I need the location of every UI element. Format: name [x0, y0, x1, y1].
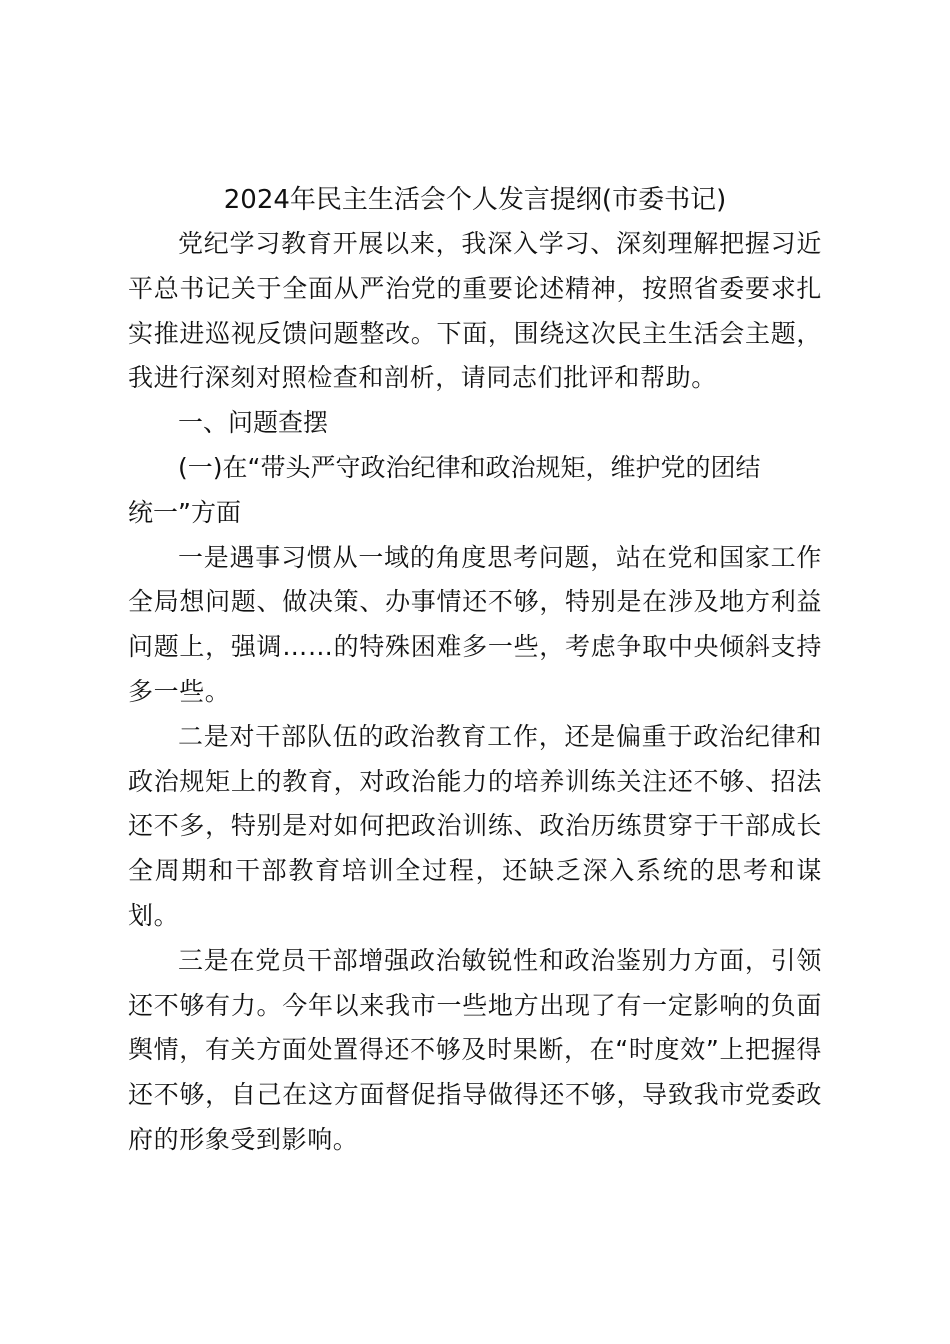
point-two-paragraph: 二是对干部队伍的政治教育工作，还是偏重于政治纪律和政治规矩上的教育，对政治能力的培养训练关注还不够、招法还不多，特别是对如何把政治训练、政治历练贯穿于干部成长全周期和干部教育培训全过程，还缺乏深入系统的思考和谋划。 [128, 721, 822, 930]
document-title: 2024年民主生活会个人发言提纲(市委书记) [223, 185, 727, 215]
section-heading: 一、问题查摆 [178, 408, 329, 438]
intro-paragraph: 党纪学习教育开展以来，我深入学习、深刻理解把握习近平总书记关于全面从严治党的重要论述精神，按照省委要求扎实推进巡视反馈问题整改。下面，围绕这次民主生活会主题，我进行深刻对照检查和剖析，请同志们批评和帮助。 [128, 229, 822, 393]
document-body [128, 178, 822, 1163]
point-one-paragraph: 一是遇事习惯从一域的角度思考问题，站在党和国家工作全局想问题、做决策、办事情还不够，特别是在涉及地方利益问题上，强调……的特殊困难多一些，考虑争取中央倾斜支持多一些。 [128, 542, 822, 706]
subsection-heading: (一)在“带头严守政治纪律和政治规矩，维护党的团结统一”方面 [128, 452, 761, 527]
point-three-paragraph: 三是在党员干部增强政治敏锐性和政治鉴别力方面，引领还不够有力。今年以来我市一些地方出现了有一定影响的负面舆情，有关方面处置得还不够及时果断，在“时度效”上把握得还不够，自己在这方面督促指导做得还不够，导致我市党委政府的形象受到影响。 [128, 945, 822, 1154]
